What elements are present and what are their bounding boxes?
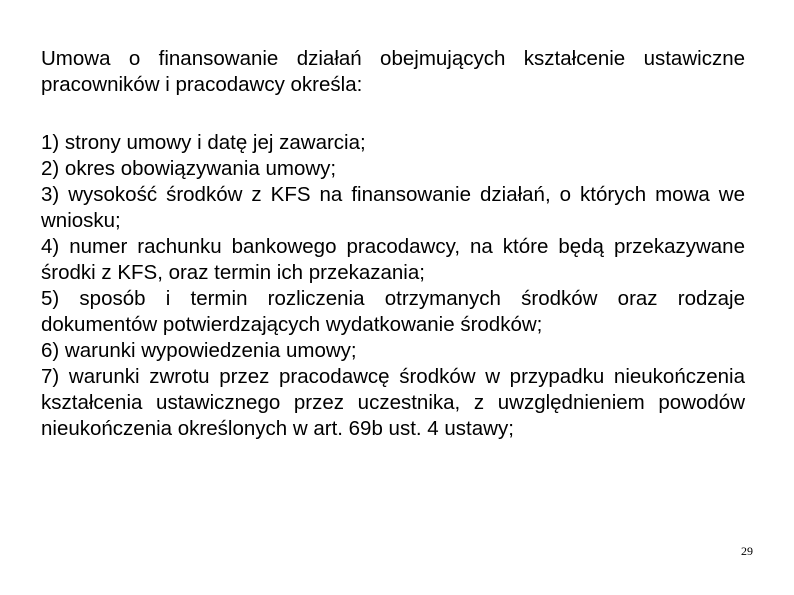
list-item-4: 4) numer rachunku bankowego pracodawcy, na które będą przekazywane środki z KFS, oraz termin ich przekazania; [41, 235, 745, 284]
list-item-1: 1) strony umowy i datę jej zawarcia; [41, 131, 366, 154]
paragraph-spacer [41, 98, 745, 130]
list-item-3: 3) wysokość środków z KFS na finansowanie działań, o których mowa we wniosku; [41, 183, 745, 232]
requirements-list [41, 130, 745, 442]
list-item-6: 6) warunki wypowiedzenia umowy; [41, 339, 357, 362]
page-number: 29 [741, 544, 753, 558]
list-item-5: 5) sposób i termin rozliczenia otrzymanych środków oraz rodzaje dokumentów potwierdzających wydatkowanie środków; [41, 287, 745, 336]
intro-paragraph: Umowa o finansowanie działań obejmujących kształcenie ustawiczne pracowników i pracodawcy określa: [41, 47, 745, 96]
document-body [41, 46, 745, 442]
list-item-7: 7) warunki zwrotu przez pracodawcę środków w przypadku nieukończenia kształcenia ustawicznego przez uczestnika, z uwzględnieniem powodów nieukończenia określonych w art. 69b ust. 4 ustawy; [41, 365, 745, 440]
list-item-2: 2) okres obowiązywania umowy; [41, 157, 337, 180]
